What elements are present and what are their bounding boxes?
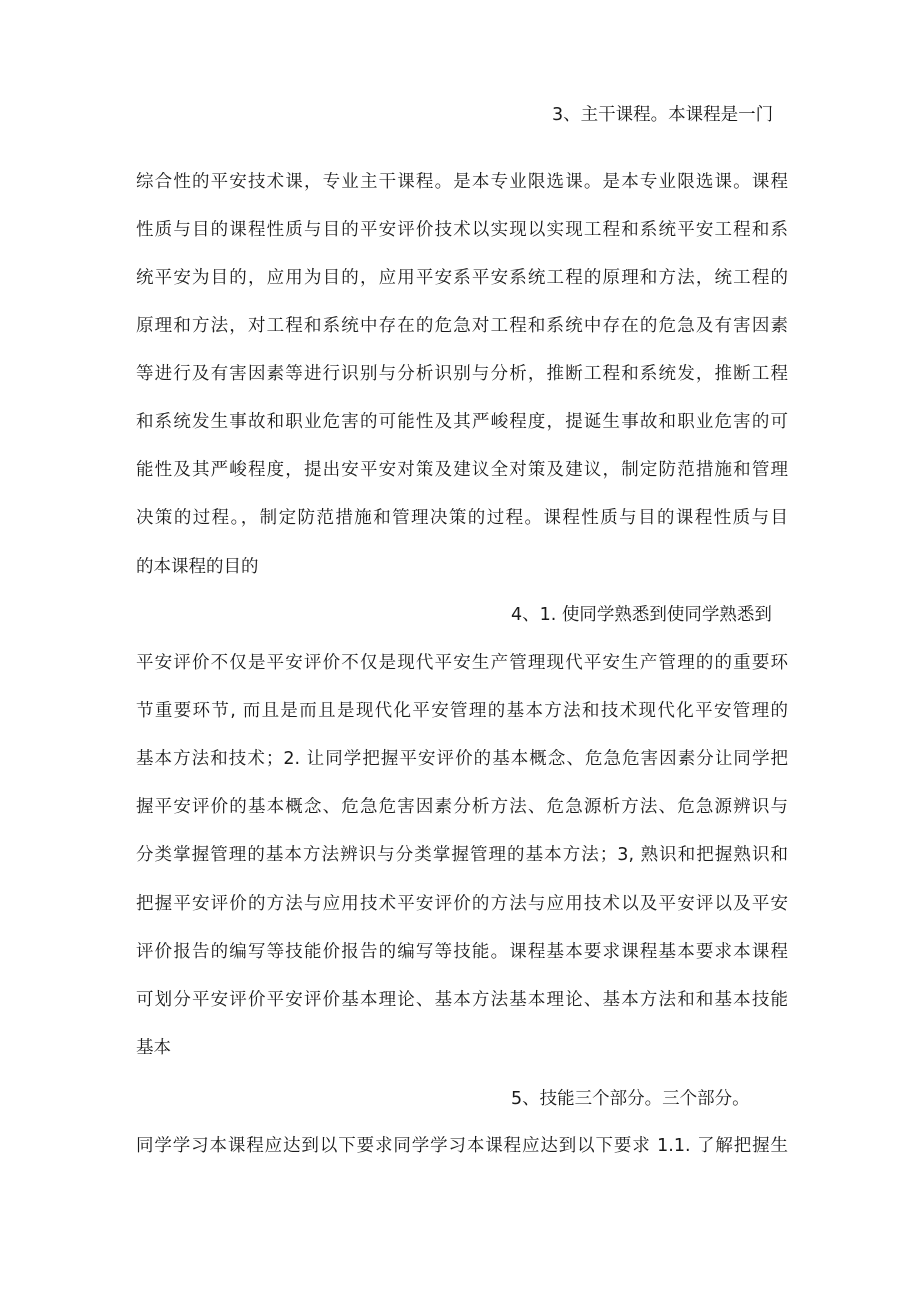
paragraph-line: 同学学习本课程应达到以下要求同学学习本课程应达到以下要求 1.1. 了解把握生 [136, 1136, 788, 1156]
section-5-heading: 5、技能三个部分。三个部分。 [511, 1089, 750, 1109]
paragraph-line: 评价报告的编写等技能价报告的编写等技能。课程基本要求课程基本要求本课程 [136, 942, 788, 962]
paragraph-line: 决策的过程。，制定防范措施和管理决策的过程。课程性质与目的课程性质与目 [136, 508, 788, 528]
section-3-heading: 3、主干课程。本课程是一门 [552, 105, 774, 125]
paragraph-line: 把握平安评价的方法与应用技术平安评价的方法与应用技术以及平安评以及平安 [136, 894, 788, 914]
paragraph-line: 性质与目的课程性质与目的平安评价技术以实现以实现工程和系统平安工程和系 [136, 220, 788, 240]
paragraph-line: 等进行及有害因素等进行识别与分析识别与分析，推断工程和系统发，推断工程 [136, 364, 788, 384]
paragraph-line: 握平安评价的基本概念、危急危害因素分析方法、危急源析方法、危急源辨识与 [136, 797, 788, 817]
paragraph-line: 能性及其严峻程度，提出安平安对策及建议全对策及建议，制定防范措施和管理 [136, 460, 788, 480]
section-4-heading: 4、1. 使同学熟悉到使同学熟悉到 [511, 605, 772, 625]
paragraph-line: 可划分平安评价平安评价基本理论、基本方法基本理论、基本方法和和基本技能 [136, 990, 788, 1010]
paragraph-line: 节重要环节, 而且是而且是现代化平安管理的基本方法和技术现代化平安管理的 [136, 701, 788, 721]
paragraph-line: 的本课程的目的 [136, 557, 259, 577]
paragraph-line: 基本 [136, 1038, 171, 1058]
paragraph-line: 平安评价不仅是平安评价不仅是现代平安生产管理现代平安生产管理的的重要环 [136, 653, 788, 673]
paragraph-line: 统平安为目的，应用为目的，应用平安系平安系统工程的原理和方法，统工程的 [136, 268, 788, 288]
paragraph-line: 原理和方法，对工程和系统中存在的危急对工程和系统中存在的危急及有害因素 [136, 316, 788, 336]
paragraph-line: 综合性的平安技术课，专业主干课程。是本专业限选课。是本专业限选课。课程 [136, 172, 788, 192]
paragraph-line: 和系统发生事故和职业危害的可能性及其严峻程度，提诞生事故和职业危害的可 [136, 412, 788, 432]
paragraph-line: 分类掌握管理的基本方法辨识与分类掌握管理的基本方法；3, 熟识和把握熟识和 [136, 845, 788, 865]
paragraph-line: 基本方法和技术；2. 让同学把握平安评价的基本概念、危急危害因素分让同学把 [136, 749, 788, 769]
